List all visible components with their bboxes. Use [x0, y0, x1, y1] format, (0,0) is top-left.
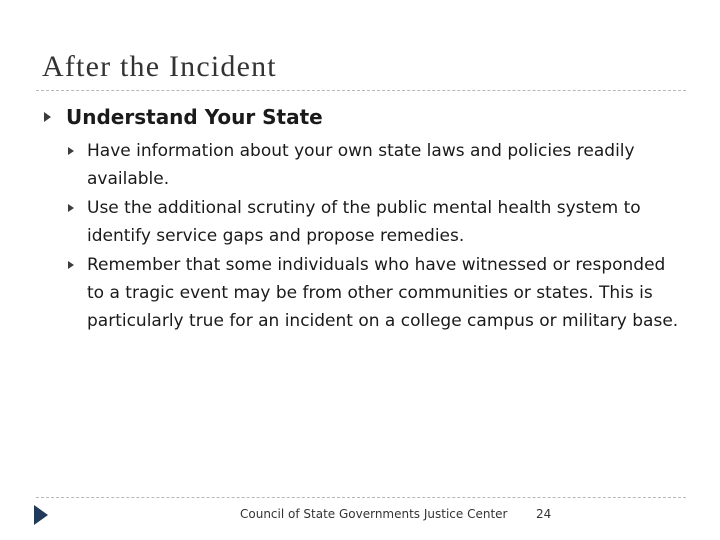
- slide-title: After the Incident: [42, 50, 277, 83]
- bullet-item-3: Remember that some individuals who have witnessed or responded to a tragic event may be from other communities or states. This is particularly true for an incident on a college campus or military base.: [87, 255, 679, 331]
- triangle-bullet-icon: [68, 261, 74, 269]
- footer-divider: [36, 497, 686, 498]
- triangle-bullet-icon: [68, 147, 74, 155]
- bullet-item-2: Use the additional scrutiny of the public mental health system to identify service gaps and propose remedies.: [87, 198, 641, 246]
- navy-triangle-icon: [34, 505, 48, 525]
- triangle-bullet-icon: [44, 112, 51, 122]
- section-heading: Understand Your State: [66, 105, 323, 129]
- bullet-item-1: Have information about your own state laws and policies readily available.: [87, 141, 635, 189]
- title-divider: [36, 90, 686, 91]
- footer-organization: Council of State Governments Justice Center: [240, 507, 508, 521]
- page-number: 24: [536, 507, 552, 521]
- triangle-bullet-icon: [68, 204, 74, 212]
